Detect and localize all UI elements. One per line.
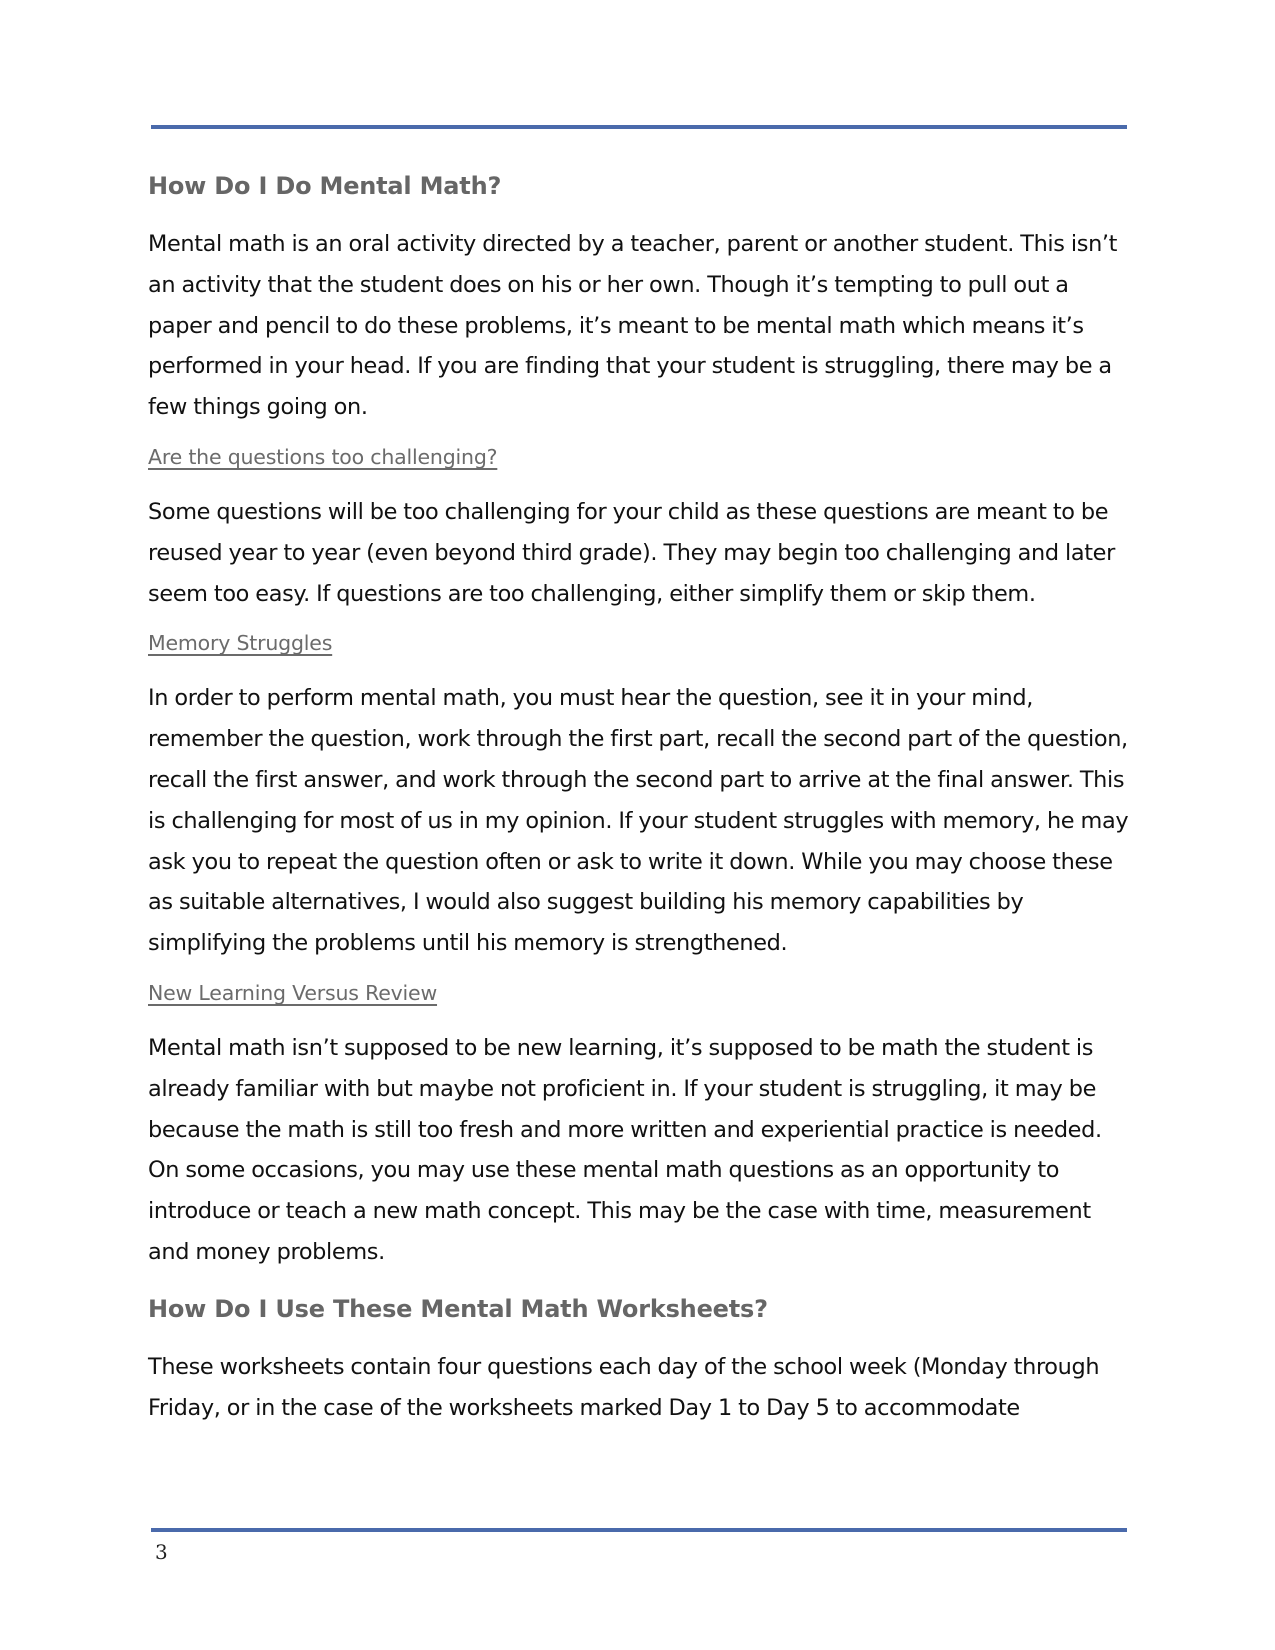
section-heading-worksheets: How Do I Use These Mental Math Worksheets? [148, 1294, 768, 1323]
subheading-new-learning: New Learning Versus Review [148, 980, 438, 1005]
subheading-memory-struggles: Memory Struggles [148, 631, 333, 656]
paragraph-intro: Mental math is an oral activity directed by a teacher, parent or another student. This isn’t an activity that the student does on his or her own. Though it’s tempting to pull out a paper and pencil to do these problems, it’s meant to be mental math which means it’s performed in your head. If you are finding that your student is struggling, there may be a few things going on. [148, 231, 1118, 421]
subheading-too-challenging: Are the questions too challenging? [148, 444, 498, 469]
paragraph-memory-struggles: In order to perform mental math, you must hear the question, see it in your mind, remember the question, work through the first part, recall the second part of the question, recall the first answer, and work through the second part to arrive at the final answer. This is challenging for most of us in my opinion. If your student struggles with memory, he may ask you to repeat the question often or ask to write it down. While you may choose these as suitable alternatives, I would also suggest building his memory capabilities by simplifying the problems until his memory is strengthened. [148, 685, 1129, 957]
footer-rule [151, 1528, 1127, 1532]
paragraph-too-challenging: Some questions will be too challenging for your child as these questions are meant to be reused year to year (even beyond third grade). They may begin too challenging and later seem too easy. If questions are too challenging, either simplify them or skip them. [148, 498, 1115, 607]
paragraph-worksheets: These worksheets contain four questions each day of the school week (Monday through Friday, or in the case of the worksheets marked Day 1 to Day 5 to accommodate [148, 1353, 1100, 1421]
page-number: 3 [155, 1540, 168, 1564]
paragraph-new-learning: Mental math isn’t supposed to be new learning, it’s supposed to be math the student is already familiar with but maybe not proficient in. If your student is struggling, it may be because the math is still too fresh and more written and experiential practice is needed. On some occasions, you may use these mental math questions as an opportunity to introduce or teach a new math concept. This may be the case with time, measurement and money problems. [148, 1034, 1102, 1265]
page-content [148, 168, 1138, 1428]
header-rule [151, 125, 1127, 129]
section-heading-mental-math: How Do I Do Mental Math? [148, 172, 502, 200]
